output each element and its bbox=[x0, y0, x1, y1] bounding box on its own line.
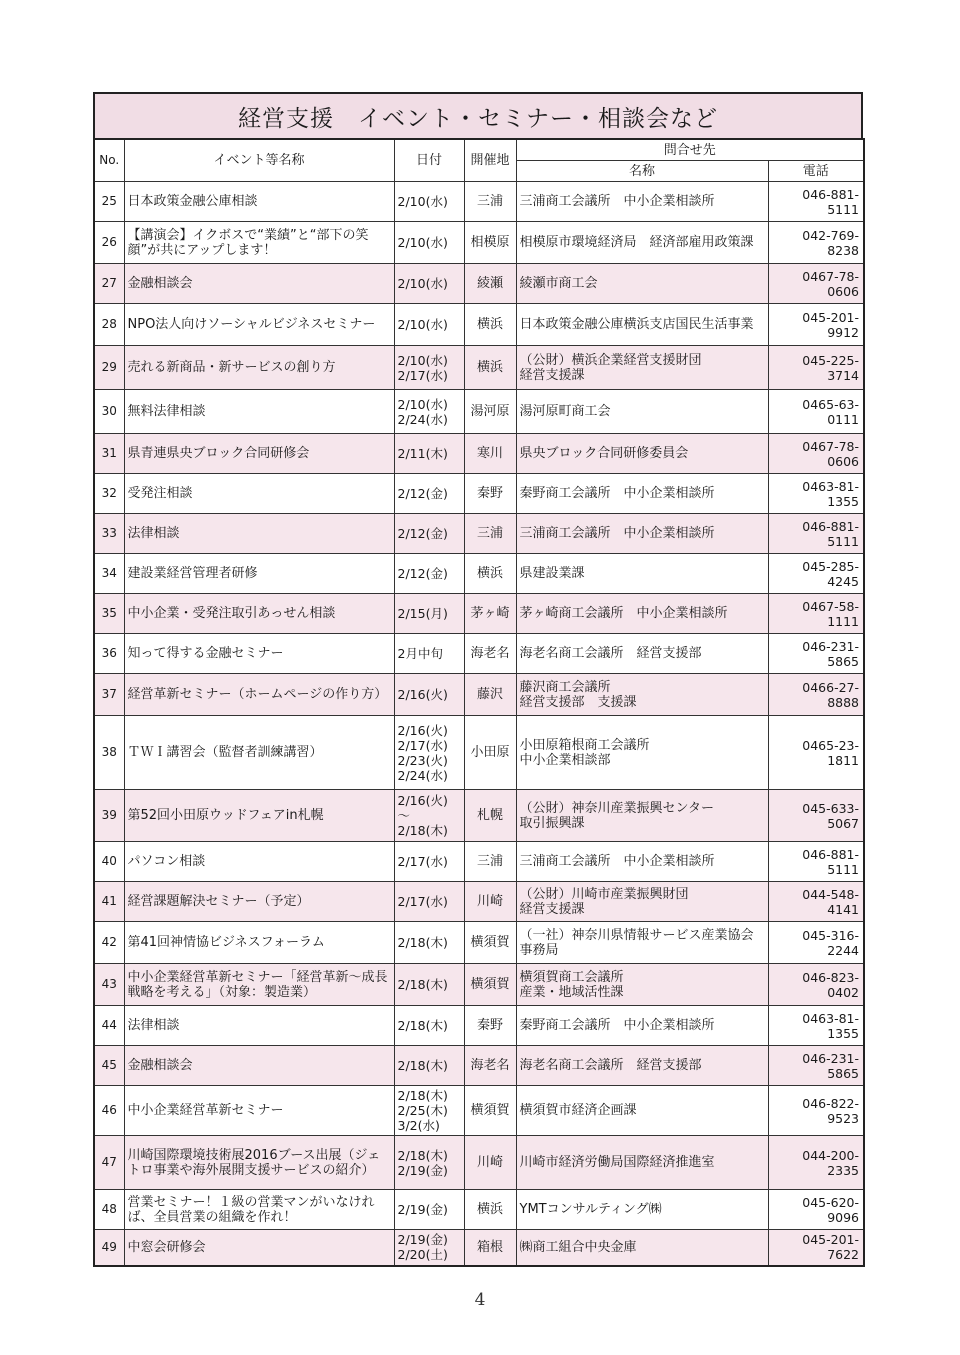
row-org-name: 川崎市経済労働局国際経済推進室 bbox=[516, 1136, 768, 1190]
row-org-name: （一社）神奈川県情報サービス産業協会事務局 bbox=[516, 922, 768, 964]
row-tel: 045-201-9912 bbox=[768, 304, 864, 346]
row-event-name: 金融相談会 bbox=[124, 264, 394, 304]
row-place: 秦野 bbox=[464, 474, 516, 514]
page-number: 4 bbox=[474, 1290, 486, 1310]
row-place: 茅ヶ崎 bbox=[464, 594, 516, 634]
row-no: 49 bbox=[94, 1230, 124, 1266]
row-event-name: 法律相談 bbox=[124, 514, 394, 554]
row-date: 2/18(木) bbox=[394, 1006, 464, 1046]
header-contact: 問合せ先 bbox=[516, 139, 864, 161]
row-no: 31 bbox=[94, 434, 124, 474]
table-row bbox=[94, 842, 864, 882]
row-tel: 045-201-7622 bbox=[768, 1230, 864, 1266]
row-no: 36 bbox=[94, 634, 124, 674]
row-org-name: 日本政策金融公庫横浜支店国民生活事業 bbox=[516, 304, 768, 346]
row-date: 2/10(水) 2/17(水) bbox=[394, 346, 464, 390]
row-date: 2/12(金) bbox=[394, 554, 464, 594]
row-place: 綾瀬 bbox=[464, 264, 516, 304]
row-tel: 0467-78-0606 bbox=[768, 264, 864, 304]
row-date: 2/18(木) bbox=[394, 1046, 464, 1086]
row-tel: 046-231-5865 bbox=[768, 634, 864, 674]
row-date: 2月中旬 bbox=[394, 634, 464, 674]
header-date: 日付 bbox=[394, 139, 464, 182]
row-org-name: 県央ブロック合同研修委員会 bbox=[516, 434, 768, 474]
row-event-name: 営業セミナー！１級の営業マンがいなければ、全員営業の組織を作れ！ bbox=[124, 1190, 394, 1230]
table-row bbox=[94, 674, 864, 716]
row-event-name: 法律相談 bbox=[124, 1006, 394, 1046]
row-place: 小田原 bbox=[464, 716, 516, 790]
row-event-name: 中小企業経営革新セミナー bbox=[124, 1086, 394, 1136]
row-event-name: 日本政策金融公庫相談 bbox=[124, 182, 394, 222]
row-event-name: 無料法律相談 bbox=[124, 390, 394, 434]
row-place: 横須賀 bbox=[464, 964, 516, 1006]
row-date: 2/10(水) bbox=[394, 264, 464, 304]
row-date: 2/19(金) bbox=[394, 1190, 464, 1230]
row-event-name: 経営革新セミナー（ホームページの作り方） bbox=[124, 674, 394, 716]
table-row bbox=[94, 1230, 864, 1266]
row-tel: 044-548-4141 bbox=[768, 882, 864, 922]
row-place: 海老名 bbox=[464, 634, 516, 674]
row-event-name: 受発注相談 bbox=[124, 474, 394, 514]
row-place: 横浜 bbox=[464, 554, 516, 594]
row-no: 38 bbox=[94, 716, 124, 790]
header-org-name: 名称 bbox=[516, 161, 768, 182]
table-row bbox=[94, 434, 864, 474]
row-event-name: ＴＷＩ講習会（監督者訓練講習） bbox=[124, 716, 394, 790]
table-row bbox=[94, 1190, 864, 1230]
row-no: 27 bbox=[94, 264, 124, 304]
row-no: 30 bbox=[94, 390, 124, 434]
row-tel: 044-200-2335 bbox=[768, 1136, 864, 1190]
row-no: 39 bbox=[94, 790, 124, 842]
row-date: 2/16(火) ～ 2/18(木) bbox=[394, 790, 464, 842]
row-tel: 042-769-8238 bbox=[768, 222, 864, 264]
row-place: 横浜 bbox=[464, 304, 516, 346]
row-tel: 0467-78-0606 bbox=[768, 434, 864, 474]
row-no: 33 bbox=[94, 514, 124, 554]
row-place: 横須賀 bbox=[464, 922, 516, 964]
row-place: 三浦 bbox=[464, 514, 516, 554]
row-place: 相模原 bbox=[464, 222, 516, 264]
table-row bbox=[94, 390, 864, 434]
row-tel: 046-881-5111 bbox=[768, 842, 864, 882]
row-tel: 0466-27-8888 bbox=[768, 674, 864, 716]
table-row bbox=[94, 304, 864, 346]
row-no: 42 bbox=[94, 922, 124, 964]
table-row bbox=[94, 922, 864, 964]
row-place: 寒川 bbox=[464, 434, 516, 474]
table-title: 経営支援 イベント・セミナー・相談会など bbox=[93, 92, 863, 138]
row-no: 47 bbox=[94, 1136, 124, 1190]
row-no: 25 bbox=[94, 182, 124, 222]
row-event-name: 川崎国際環境技術展2016ブース出展（ジェトロ事業や海外展開支援サービスの紹介） bbox=[124, 1136, 394, 1190]
row-place: 湯河原 bbox=[464, 390, 516, 434]
table-row bbox=[94, 716, 864, 790]
table-row bbox=[94, 1046, 864, 1086]
table-row bbox=[94, 474, 864, 514]
row-place: 横浜 bbox=[464, 1190, 516, 1230]
row-org-name: 茅ヶ崎商工会議所 中小企業相談所 bbox=[516, 594, 768, 634]
table-row bbox=[94, 594, 864, 634]
row-event-name: 第41回神情協ビジネスフォーラム bbox=[124, 922, 394, 964]
row-org-name: 三浦商工会議所 中小企業相談所 bbox=[516, 182, 768, 222]
row-org-name: 綾瀬市商工会 bbox=[516, 264, 768, 304]
row-place: 箱根 bbox=[464, 1230, 516, 1266]
row-date: 2/18(木) 2/19(金) bbox=[394, 1136, 464, 1190]
row-no: 35 bbox=[94, 594, 124, 634]
row-no: 37 bbox=[94, 674, 124, 716]
row-date: 2/12(金) bbox=[394, 474, 464, 514]
row-tel: 0465-23-1811 bbox=[768, 716, 864, 790]
row-date: 2/15(月) bbox=[394, 594, 464, 634]
row-tel: 045-633-5067 bbox=[768, 790, 864, 842]
row-tel: 0467-58-1111 bbox=[768, 594, 864, 634]
row-place: 藤沢 bbox=[464, 674, 516, 716]
header-no: No. bbox=[94, 139, 124, 182]
table-header bbox=[94, 139, 864, 182]
row-date: 2/10(水) bbox=[394, 182, 464, 222]
row-tel: 046-881-5111 bbox=[768, 182, 864, 222]
events-table bbox=[93, 138, 865, 1267]
row-date: 2/18(木) 2/25(木) 3/2(水) bbox=[394, 1086, 464, 1136]
row-date: 2/17(水) bbox=[394, 882, 464, 922]
table-body bbox=[94, 182, 864, 1266]
row-org-name: YMTコンサルティング㈱ bbox=[516, 1190, 768, 1230]
row-tel: 046-823-0402 bbox=[768, 964, 864, 1006]
row-tel: 0463-81-1355 bbox=[768, 1006, 864, 1046]
row-date: 2/11(木) bbox=[394, 434, 464, 474]
row-date: 2/17(水) bbox=[394, 842, 464, 882]
table-row bbox=[94, 1136, 864, 1190]
row-tel: 045-316-2244 bbox=[768, 922, 864, 964]
row-org-name: 海老名商工会議所 経営支援部 bbox=[516, 1046, 768, 1086]
row-place: 三浦 bbox=[464, 842, 516, 882]
row-org-name: 三浦商工会議所 中小企業相談所 bbox=[516, 514, 768, 554]
table-row bbox=[94, 554, 864, 594]
table-row bbox=[94, 1006, 864, 1046]
row-event-name: 県青連県央ブロック合同研修会 bbox=[124, 434, 394, 474]
row-org-name: 小田原箱根商工会議所 中小企業相談部 bbox=[516, 716, 768, 790]
row-org-name: 秦野商工会議所 中小企業相談所 bbox=[516, 474, 768, 514]
row-no: 34 bbox=[94, 554, 124, 594]
row-org-name: 横須賀商工会議所 産業・地域活性課 bbox=[516, 964, 768, 1006]
row-place: 横浜 bbox=[464, 346, 516, 390]
row-place: 横須賀 bbox=[464, 1086, 516, 1136]
row-tel: 0465-63-0111 bbox=[768, 390, 864, 434]
row-date: 2/18(木) bbox=[394, 964, 464, 1006]
row-no: 29 bbox=[94, 346, 124, 390]
row-tel: 045-285-4245 bbox=[768, 554, 864, 594]
row-no: 26 bbox=[94, 222, 124, 264]
table-row bbox=[94, 222, 864, 264]
row-tel: 046-881-5111 bbox=[768, 514, 864, 554]
row-date: 2/16(火) 2/17(水) 2/23(火) 2/24(水) bbox=[394, 716, 464, 790]
row-place: 秦野 bbox=[464, 1006, 516, 1046]
row-org-name: 湯河原町商工会 bbox=[516, 390, 768, 434]
row-date: 2/19(金) 2/20(土) bbox=[394, 1230, 464, 1266]
row-place: 川崎 bbox=[464, 1136, 516, 1190]
row-event-name: 第52回小田原ウッドフェアin札幌 bbox=[124, 790, 394, 842]
row-place: 海老名 bbox=[464, 1046, 516, 1086]
row-org-name: （公財）神奈川産業振興センター 取引振興課 bbox=[516, 790, 768, 842]
table-row bbox=[94, 964, 864, 1006]
row-org-name: 横須賀市経済企画課 bbox=[516, 1086, 768, 1136]
header-tel: 電話 bbox=[768, 161, 864, 182]
row-event-name: 中窓会研修会 bbox=[124, 1230, 394, 1266]
row-event-name: NPO法人向けソーシャルビジネスセミナー bbox=[124, 304, 394, 346]
row-date: 2/10(水) bbox=[394, 304, 464, 346]
table-row bbox=[94, 346, 864, 390]
row-org-name: ㈱商工組合中央金庫 bbox=[516, 1230, 768, 1266]
row-date: 2/16(火) bbox=[394, 674, 464, 716]
row-place: 三浦 bbox=[464, 182, 516, 222]
row-org-name: （公財）横浜企業経営支援財団 経営支援課 bbox=[516, 346, 768, 390]
table-row bbox=[94, 182, 864, 222]
row-event-name: 経営課題解決セミナー（予定） bbox=[124, 882, 394, 922]
row-no: 41 bbox=[94, 882, 124, 922]
row-event-name: 売れる新商品・新サービスの創り方 bbox=[124, 346, 394, 390]
row-date: 2/10(水) 2/24(水) bbox=[394, 390, 464, 434]
row-date: 2/18(木) bbox=[394, 922, 464, 964]
events-table-page bbox=[93, 92, 863, 1267]
row-tel: 0463-81-1355 bbox=[768, 474, 864, 514]
row-tel: 045-620-9096 bbox=[768, 1190, 864, 1230]
table-row bbox=[94, 514, 864, 554]
row-tel: 046-822-9523 bbox=[768, 1086, 864, 1136]
table-row bbox=[94, 882, 864, 922]
row-place: 川崎 bbox=[464, 882, 516, 922]
row-event-name: パソコン相談 bbox=[124, 842, 394, 882]
row-org-name: （公財）川崎市産業振興財団 経営支援課 bbox=[516, 882, 768, 922]
table-row bbox=[94, 634, 864, 674]
row-org-name: 三浦商工会議所 中小企業相談所 bbox=[516, 842, 768, 882]
row-no: 46 bbox=[94, 1086, 124, 1136]
row-org-name: 藤沢商工会議所 経営支援部 支援課 bbox=[516, 674, 768, 716]
header-event-name: イベント等名称 bbox=[124, 139, 394, 182]
row-no: 32 bbox=[94, 474, 124, 514]
row-event-name: 【講演会】イクボスで“業績”と“部下の笑顔”が共にアップします！ bbox=[124, 222, 394, 264]
row-no: 43 bbox=[94, 964, 124, 1006]
row-event-name: 中小企業・受発注取引あっせん相談 bbox=[124, 594, 394, 634]
table-row bbox=[94, 790, 864, 842]
row-org-name: 県建設業課 bbox=[516, 554, 768, 594]
row-event-name: 知って得する金融セミナー bbox=[124, 634, 394, 674]
row-tel: 045-225-3714 bbox=[768, 346, 864, 390]
row-event-name: 中小企業経営革新セミナー「経営革新～成長戦略を考える」（対象：製造業） bbox=[124, 964, 394, 1006]
row-event-name: 金融相談会 bbox=[124, 1046, 394, 1086]
row-no: 48 bbox=[94, 1190, 124, 1230]
row-org-name: 相模原市環境経済局 経済部雇用政策課 bbox=[516, 222, 768, 264]
row-no: 40 bbox=[94, 842, 124, 882]
table-row bbox=[94, 1086, 864, 1136]
row-org-name: 海老名商工会議所 経営支援部 bbox=[516, 634, 768, 674]
header-place: 開催地 bbox=[464, 139, 516, 182]
row-date: 2/12(金) bbox=[394, 514, 464, 554]
row-no: 28 bbox=[94, 304, 124, 346]
row-event-name: 建設業経営管理者研修 bbox=[124, 554, 394, 594]
row-no: 44 bbox=[94, 1006, 124, 1046]
row-place: 札幌 bbox=[464, 790, 516, 842]
table-row bbox=[94, 264, 864, 304]
row-org-name: 秦野商工会議所 中小企業相談所 bbox=[516, 1006, 768, 1046]
row-tel: 046-231-5865 bbox=[768, 1046, 864, 1086]
row-no: 45 bbox=[94, 1046, 124, 1086]
row-date: 2/10(水) bbox=[394, 222, 464, 264]
